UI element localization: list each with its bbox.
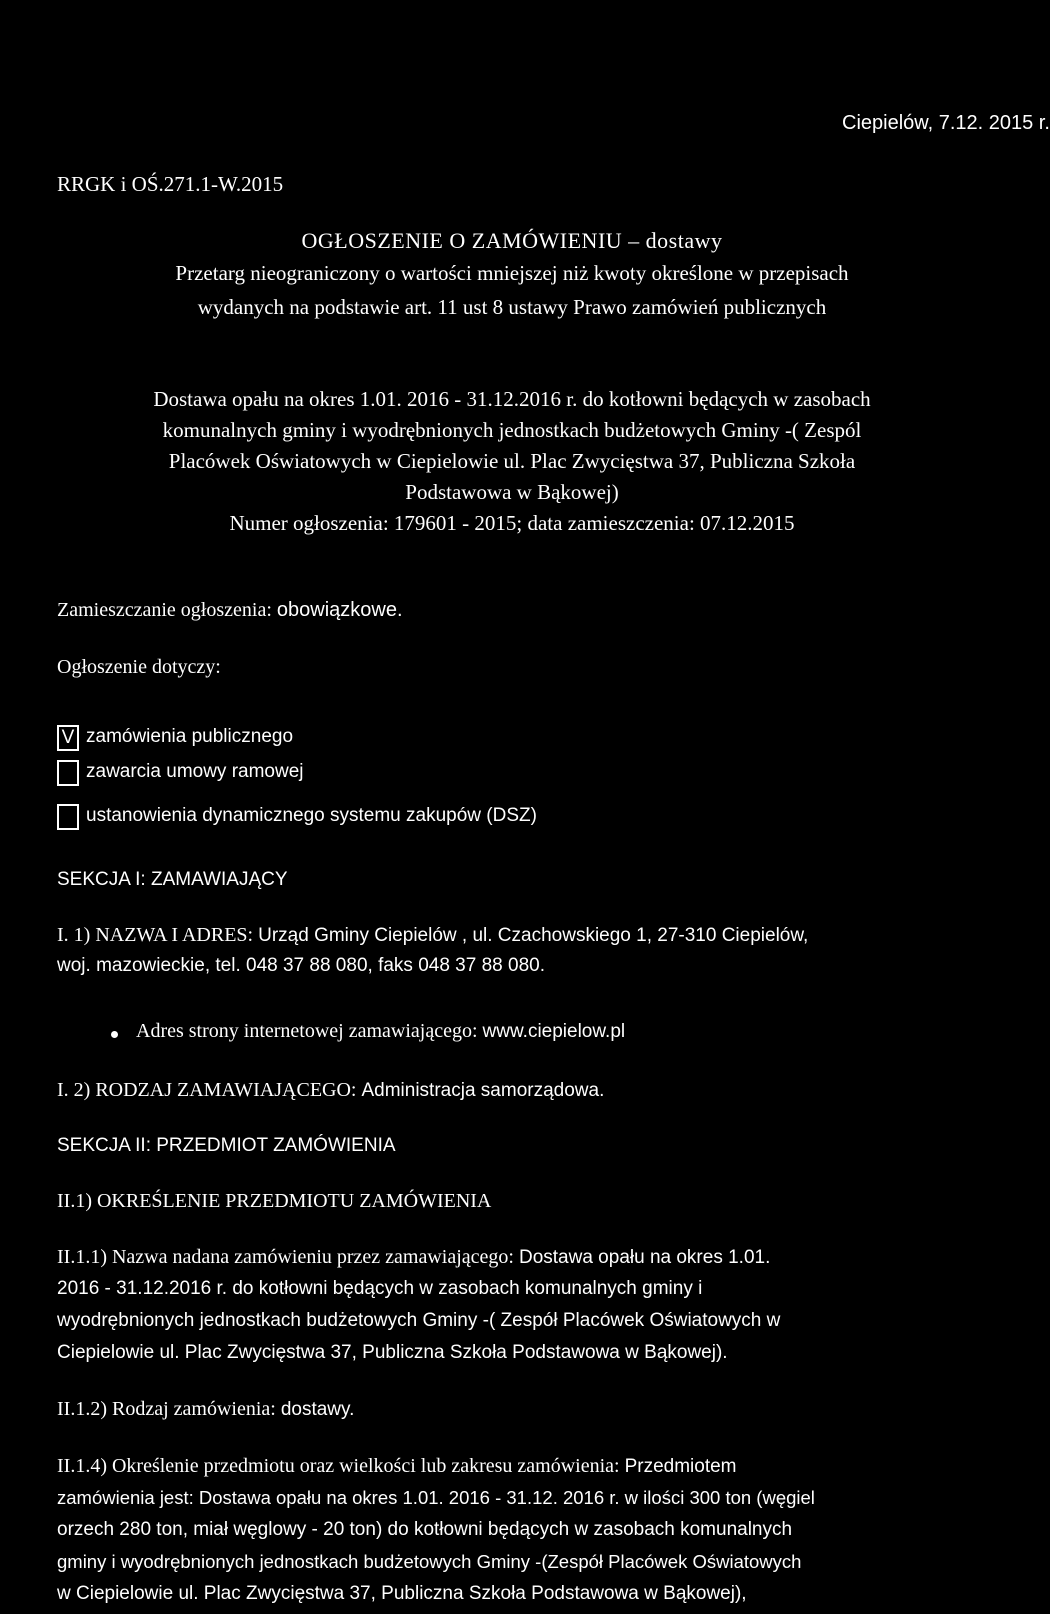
website-value: www.ciepielow.pl: [482, 1021, 626, 1042]
order-desc-value-1: Przedmiotem: [624, 1456, 737, 1477]
option-dps: ustanowienia dynamicznego systemu zakupów (DSZ): [86, 805, 537, 826]
subject-line-2: komunalnych gminy i wyodrębnionych jednostkach budżetowych Gminy -( Zespól: [162, 418, 862, 442]
order-kind-row: [57, 1398, 354, 1421]
section-2-1-heading: II.1) OKREŚLENIE PRZEDMIOTU ZAMÓWIENIA: [57, 1190, 492, 1212]
bullet-icon: [111, 1031, 118, 1038]
checkbox-public-contract[interactable]: V: [57, 725, 79, 751]
order-name-row: [57, 1246, 770, 1269]
title-line-2: Przetarg nieograniczony o wartości mniejszej niż kwoty określone w przepisach: [175, 261, 849, 285]
checkbox-dps[interactable]: [57, 804, 79, 830]
order-desc-label: II.1.4) Określenie przedmiotu oraz wielkości lub zakresu zamówienia:: [57, 1455, 620, 1477]
order-kind-label: II.1.2) Rodzaj zamówienia:: [57, 1398, 276, 1420]
notice-number: Numer ogłoszenia: 179601 - 2015; data zamieszczenia: 07.12.2015: [229, 511, 795, 535]
order-desc-row: [57, 1455, 737, 1478]
authority-type-label: I. 2) RODZAJ ZAMAWIAJĄCEGO:: [57, 1079, 357, 1101]
order-desc-value-5: w Ciepielowie ul. Plac Zwycięstwa 37, Publiczna Szkoła Podstawowa w Bąkowej),: [57, 1583, 747, 1604]
placement-row: [57, 599, 403, 622]
place-date: Ciepielów, 7.12. 2015 r.: [842, 112, 1050, 134]
order-desc-value-3: orzech 280 ton, miał węglowy - 20 ton) do kotłowni będących w zasobach komunalnych: [57, 1519, 793, 1540]
checkbox-framework-agreement[interactable]: [57, 760, 79, 786]
order-name-value-2: 2016 - 31.12.2016 r. do kotłowni będących w zasobach komunalnych gminy i: [57, 1278, 703, 1299]
order-name-value-1: Dostawa opału na okres 1.01.: [518, 1247, 771, 1268]
title-line-3: wydanych na podstawie art. 11 ust 8 ustawy Prawo zamówień publicznych: [197, 295, 827, 319]
authority-type-row: [57, 1079, 604, 1102]
subject-line-4: Podstawowa w Bąkowej): [405, 480, 619, 504]
option-framework-agreement: zawarcia umowy ramowej: [86, 761, 304, 782]
placement-label: Zamieszczanie ogłoszenia:: [57, 599, 272, 621]
name-address-value: Urząd Gminy Ciepielów , ul. Czachowskiego 1, 27-310 Ciepielów,: [258, 925, 809, 946]
section-2-heading: SEKCJA II: PRZEDMIOT ZAMÓWIENIA: [57, 1135, 396, 1156]
placement-value: obowiązkowe.: [276, 599, 403, 621]
concerns-label: Ogłoszenie dotyczy:: [57, 656, 221, 678]
order-name-value-3: wyodrębnionych jednostkach budżetowych Gminy -( Zespół Placówek Oświatowych w: [57, 1310, 781, 1331]
name-address-label: I. 1) NAZWA I ADRES:: [57, 924, 254, 946]
order-name-value-4: Ciepielowie ul. Plac Zwycięstwa 37, Publiczna Szkoła Podstawowa w Bąkowej).: [57, 1342, 728, 1363]
website-label: Adres strony internetowej zamawiającego:: [136, 1020, 478, 1042]
section-1-heading: SEKCJA I: ZAMAWIAJĄCY: [57, 869, 288, 890]
notice-title: OGŁOSZENIE O ZAMÓWIENIU – dostawy: [301, 228, 723, 253]
subject-line-3: Placówek Oświatowych w Ciepielowie ul. Plac Zwycięstwa 37, Publiczna Szkoła: [168, 449, 856, 473]
authority-type-value: Administracja samorządowa.: [361, 1080, 605, 1101]
reference-number: RRGK i OŚ.271.1-W.2015: [57, 172, 284, 196]
subject-line-1: Dostawa opału na okres 1.01. 2016 - 31.12.2016 r. do kotłowni będących w zasobach: [153, 387, 871, 411]
order-name-label: II.1.1) Nazwa nadana zamówieniu przez zamawiającego:: [57, 1246, 514, 1268]
option-public-contract: zamówienia publicznego: [86, 726, 294, 747]
order-kind-value: dostawy.: [280, 1399, 355, 1420]
website-row: [136, 1020, 625, 1043]
order-desc-value-4: gminy i wyodrębnionych jednostkach budżetowych Gminy -(Zespół Placówek Oświatowych: [57, 1551, 802, 1572]
contracting-authority-name-row: [57, 924, 808, 947]
name-address-value-2: woj. mazowieckie, tel. 048 37 88 080, faks 048 37 88 080.: [57, 955, 545, 976]
order-desc-value-2: zamówienia jest: Dostawa opału na okres 1.01. 2016 - 31.12. 2016 r. w ilości 300 ton (węgiel: [57, 1487, 815, 1508]
